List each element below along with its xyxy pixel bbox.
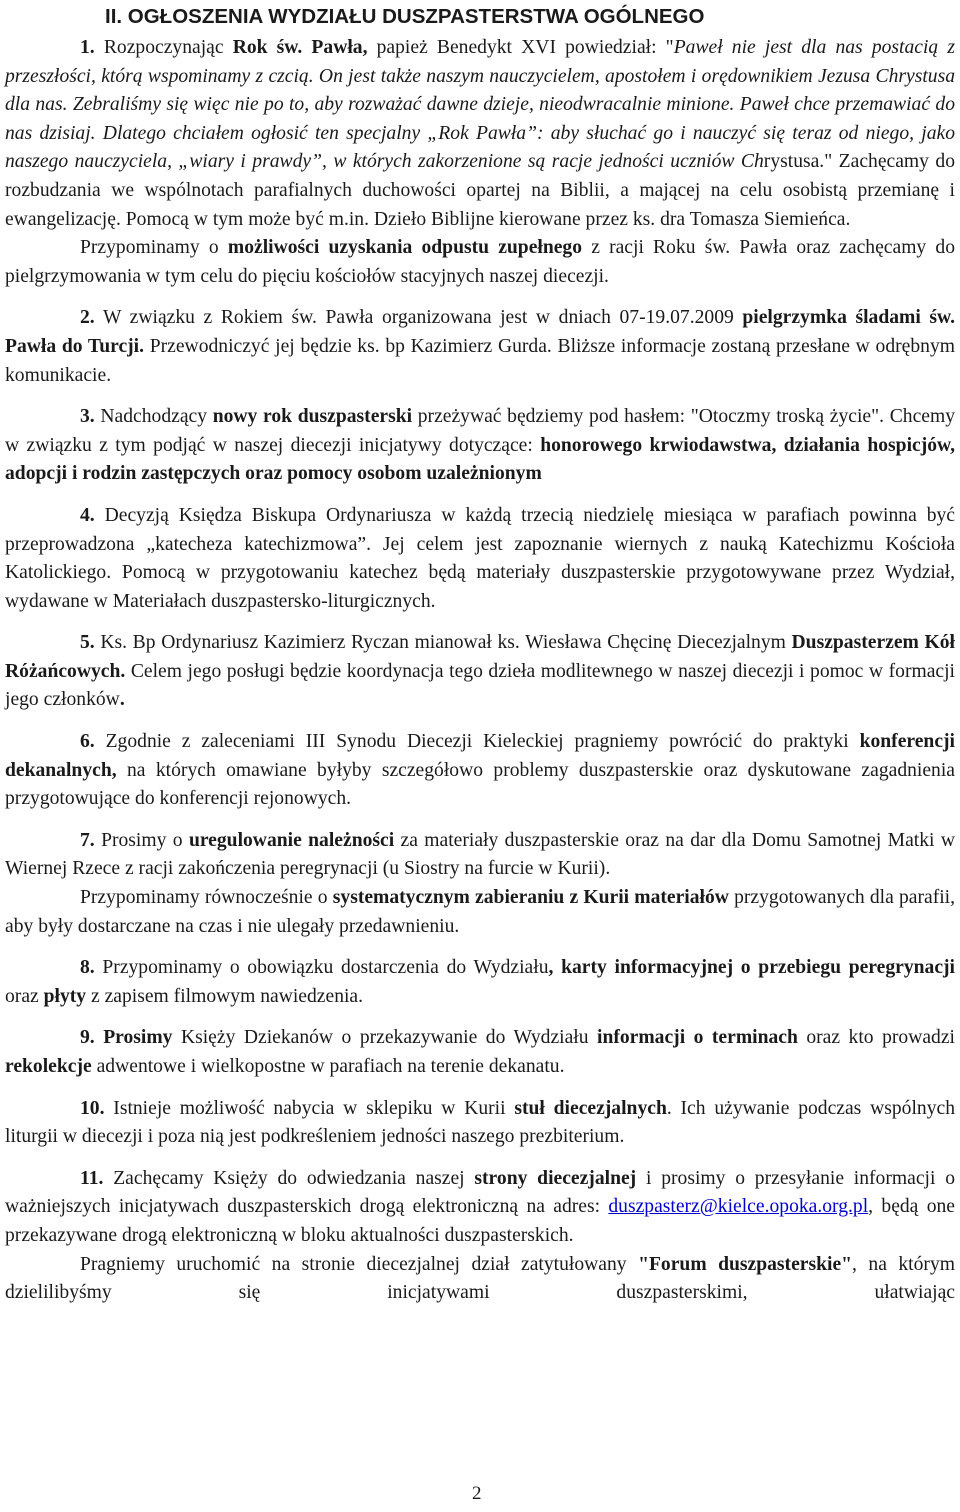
item-5-number: 5.: [80, 632, 95, 654]
item-8: 8. Przypominamy o obowiązku dostarczenia do Wydziału, karty informacyjnej o przebiegu peregrynacji oraz płyty z zapisem filmowym nawiedzenia.: [5, 957, 955, 1007]
item-11: 11. Zachęcamy Księży do odwiedzania naszej strony diecezjalnej i prosimy o przesyłanie informacji o ważniejszych inicjatywach duszpasterskich drogą elektroniczną na adres: duszpasterz@kielce.opoka.org.pl, będą one przekazywane drogą elektroniczną w bloku aktualności duszpasterskich.: [5, 1167, 955, 1246]
page-number: 2: [472, 1483, 482, 1504]
item-4: 4. Decyzją Księdza Biskupa Ordynariusza w każdą trzecią niedzielę miesiąca w parafiach powinna być przeprowadzona „katecheza katechizmowa”. Jej celem jest zapoznanie wiernych z nauką Katechizmu Kościoła Katolickiego. Pomocą w przygotowaniu katechez będą materiały duszpasterskie przygotowywane przez Wydział, wydawane w Materiałach duszpastersko-liturgicznych.: [5, 504, 955, 612]
item-1-number: 1.: [80, 37, 95, 58]
item-9: 9. Prosimy Księży Dziekanów o przekazywanie do Wydziału informacji o terminach oraz kto prowadzi rekolekcje adwentowe i wielkopostne w parafiach na terenie dekanatu.: [5, 1027, 955, 1077]
document-page: [5, 0, 955, 1308]
item-6: 6. Zgodnie z zaleceniami III Synodu Diecezji Kieleckiej pragniemy powrócić do praktyki konferencji dekanalnych, na których omawiane byłyby szczegółowo problemy duszpasterskie oraz dyskutowane zagadnienia przygotowujące do konferencji rejonowych.: [5, 731, 955, 810]
item-7: 7. Prosimy o uregulowanie należności za materiały duszpasterskie oraz na dar dla Domu Samotnej Matki w Wiernej Rzece z racji zakończenia peregrynacji (u Siostry na furcie w Kurii).: [5, 829, 955, 880]
item-5: 5. Ks. Bp Ordynariusz Kazimierz Ryczan mianował ks. Wiesława Chęcinę Diecezjalnym Duszpasterzem Kół Różańcowych. Celem jego posługi będzie koordynacja tego dzieła modlitewnego w naszej diecezji i pomoc w formacji jego członków.: [5, 632, 955, 711]
item-10: 10. Istnieje możliwość nabycia w sklepiku w Kurii stuł diecezjalnych. Ich używanie podczas wspólnych liturgii w diecezji i poza nią jest podkreśleniem jedności naszego prezbiterium.: [5, 1097, 956, 1148]
item-4-number: 4.: [80, 504, 95, 526]
item-10-number: 10.: [80, 1097, 105, 1119]
email-link[interactable]: duszpasterz@kielce.opoka.org.pl: [608, 1196, 869, 1218]
item-7-materials: Przypominamy równocześnie o systematycznym zabieraniu z Kurii materiałów przygotowanych dla parafii, aby były dostarczane na czas i nie ulegały przedawnieniu.: [5, 887, 956, 937]
item-11-number: 11.: [80, 1167, 104, 1189]
item-8-number: 8.: [80, 957, 95, 979]
item-3-number: 3.: [80, 406, 95, 428]
item-1: 1. Rozpoczynając Rok św. Pawła, papież Benedykt XVI powiedział: "Paweł nie jest dla nas postacią z przeszłości, którą wspominamy z czcią. On jest także naszym nauczycielem, apostołem i orędownikiem Jezusa Chrystusa dla nas. Zebraliśmy się więc nie po to, aby rozważać dawne dzieje, nieodwracalnie minione. Paweł chce przemawiać do nas dzisiaj. Dlatego chciałem ogłosić ten specjalny „Rok Pawła”: aby słuchać go i nauczyć się teraz od niego, jako naszego nauczyciela, „wiary i prawdy”, w których zakorzenione są racje jedności uczniów Chrystusa." Zachęcamy do rozbudzania we wspólnotach parafialnych duchowości opartej na Biblii, a mającej na celu osobistą przemianę i ewangelizację. Pomocą w tym może być m.in. Dzieło Biblijne kierowane przez ks. dra Tomasza Siemieńca.: [5, 37, 955, 230]
section-heading: II. OGŁOSZENIA WYDZIAŁU DUSZPASTERSTWA OGÓLNEGO: [105, 5, 705, 28]
item-7-number: 7.: [80, 829, 95, 851]
item-9-number: 9.: [80, 1027, 95, 1049]
item-3: 3. Nadchodzący nowy rok duszpasterski przeżywać będziemy pod hasłem: "Otoczmy troską życie". Chcemy w związku z tym podjąć w naszej diecezji inicjatywy dotyczące: honorowego krwiodawstwa, działania hospicjów, adopcji i rodzin zastępczych oraz pomocy osobom uzależnionym: [5, 406, 955, 485]
item-1-indulgence: Przypominamy o możliwości uzyskania odpustu zupełnego z racji Roku św. Pawła oraz zachęcamy do pielgrzymowania w tym celu do pięciu kościołów stacyjnych naszej diecezji.: [5, 237, 955, 287]
item-2-number: 2.: [80, 307, 95, 329]
item-11-forum: Pragniemy uruchomić na stronie diecezjalnej dział zatytułowany "Forum duszpasterskie", na którym dzielilibyśmy się inicjatywami duszpasterskimi, ułatwiając: [5, 1253, 955, 1304]
item-2: 2. W związku z Rokiem św. Pawła organizowana jest w dniach 07-19.07.2009 pielgrzymka śladami św. Pawła do Turcji. Przewodniczyć jej będzie ks. bp Kazimierz Gurda. Bliższe informacje zostaną przesłane w odrębnym komunikacie.: [5, 307, 955, 386]
papal-quote: Paweł nie jest dla nas postacią z przeszłości, którą wspominamy z czcią. On jest także naszym nauczycielem, apostołem i orędownikiem Jezusa Chrystusa dla nas. Zebraliśmy się więc nie po to, aby rozważać dawne dzieje, nieodwracalnie minione. Paweł chce przemawiać do nas dzisiaj. Dlatego chciałem ogłosić ten specjalny „Rok Pawła”: aby słuchać go i nauczyć się teraz od niego, jako naszego nauczyciela, „wiary i prawdy”, w których zakorzenione są racje jedności uczniów Ch: [5, 37, 955, 173]
item-6-number: 6.: [80, 731, 95, 753]
